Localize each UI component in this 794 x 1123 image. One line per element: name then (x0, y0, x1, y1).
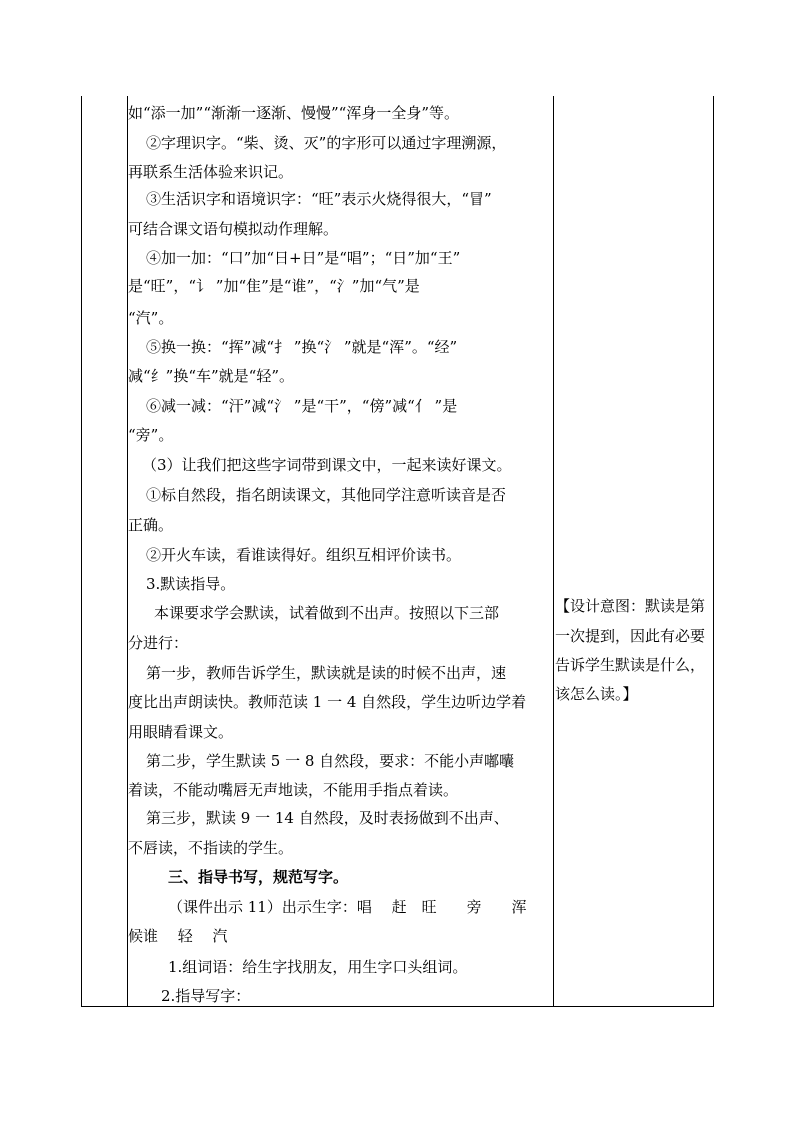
content-line: 本课要求学会默读，试着做到不出声。按照以下三部 (154, 604, 500, 622)
content-line: 减“纟”换“车”就是“轻”。 (128, 367, 295, 385)
content-line: 第二步，学生默读 5 一 8 自然段，要求：不能小声嘟囔 (146, 752, 515, 770)
content-line: 分进行： (128, 634, 189, 652)
content-line: 第一步，教师告诉学生，默读就是读的时候不出声，速 (146, 664, 507, 682)
design-intent-line: 【设计意图：默读是第 (555, 597, 706, 615)
content-line: “旁”。 (128, 426, 174, 444)
content-line: 不唇读，不指读的学生。 (128, 839, 294, 857)
content-line: ①标自然段，指名朗读课文，其他同学注意听读音是否 (146, 486, 507, 504)
content-line: 候谁 轻 汽 (128, 927, 228, 945)
content-line: 第三步，默读 9 一 14 自然段，及时表扬做到不出声、 (146, 809, 509, 827)
table-border-bottom (81, 1006, 714, 1007)
content-line: （课件出示 11）出示生字：唱 赶 旺 旁 浑 (168, 898, 527, 916)
content-line: 再联系生活体验来识记。 (128, 163, 294, 181)
content-line: ②开火车读，看谁读得好。组织互相评价读书。 (146, 546, 462, 564)
design-intent-line: 一次提到，因此有必要 (555, 627, 706, 645)
design-intent-line: 告诉学生默读是什么， (555, 656, 706, 674)
content-line: ③生活识字和语境识字：“旺”表示火烧得很大，“冒” (146, 190, 492, 208)
content-line: ④加一加：“口”加“日+日”是“唱”；“日”加“王” (146, 249, 461, 267)
table-border-left (81, 96, 82, 1007)
content-line: 着读，不能动嘴唇无声地读，不能用手指点着读。 (128, 781, 459, 799)
design-intent-line: 该怎么读。】 (555, 685, 638, 703)
content-line: 2.指导写字： (161, 987, 251, 1005)
content-line: ⑥减一减：“汗”减“氵 ”是“干”，“傍”减“亻 ”是 (146, 397, 458, 415)
content-line: 是“旺”，“讠 ”加“隹”是“谁”，“氵”加“气”是 (128, 277, 420, 295)
content-line: ②字理识字。“柴、烫、灭”的字形可以通过字理溯源， (146, 134, 507, 152)
content-line: ⑤换一换：“挥”减“扌 ”换“氵 ”就是“浑”。“经” (146, 338, 458, 356)
content-line: 3.默读指导。 (146, 575, 236, 593)
content-line: 正确。 (128, 516, 174, 534)
content-line: 可结合课文语句模拟动作理解。 (128, 220, 339, 238)
content-line: （3）让我们把这些字词带到课文中，一起来读好课文。 (142, 456, 512, 474)
content-line: 度比出声朗读快。教师范读 1 一 4 自然段，学生边听边学着 (128, 693, 527, 711)
content-line: 三、指导书写，规范写字。 (168, 868, 349, 886)
content-line: “汽”。 (128, 309, 174, 327)
content-line: 如“添一加”“渐渐一逐渐、慢慢”“浑身一全身”等。 (128, 104, 460, 122)
content-line: 1.组词语：给生字找朋友，用生字口头组词。 (168, 958, 468, 976)
content-line: 用眼睛看课文。 (128, 723, 234, 741)
table-border-right (713, 96, 714, 1007)
